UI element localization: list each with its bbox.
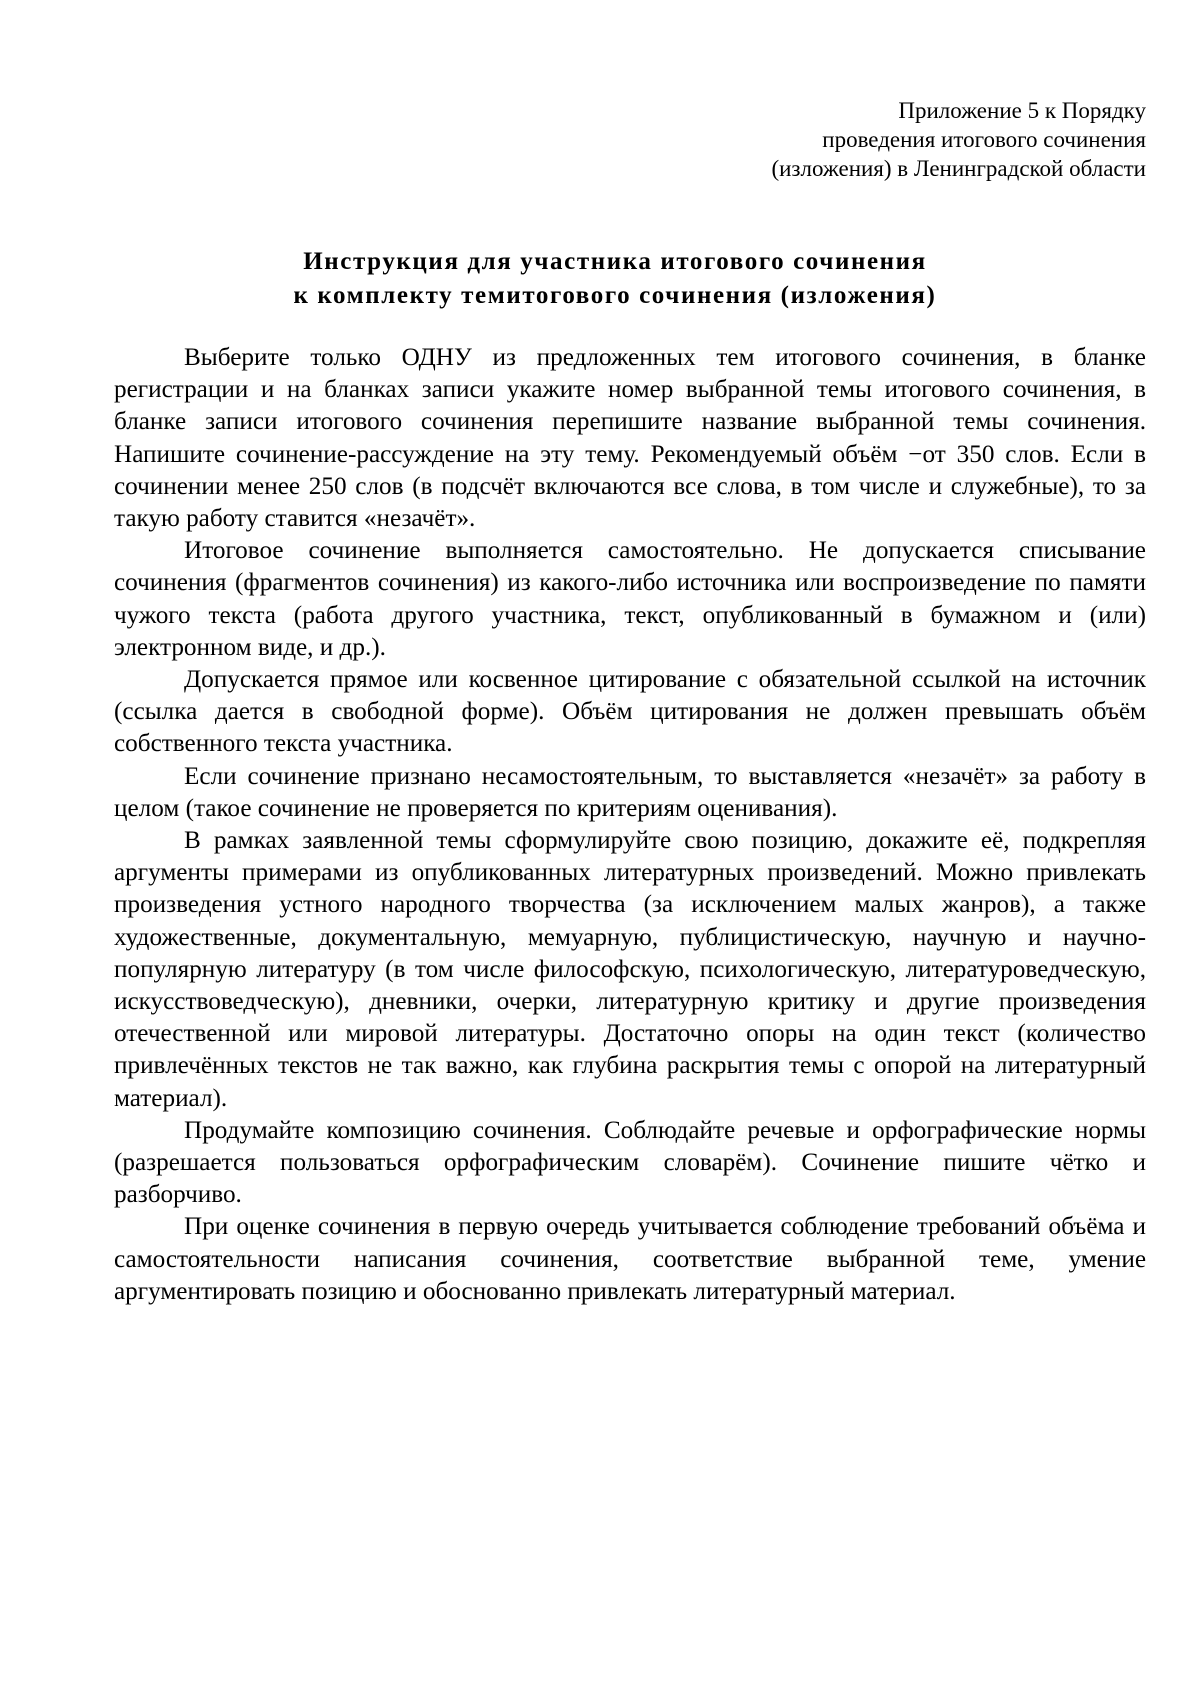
paragraph-independence: Итоговое сочинение выполняется самостоятельно. Не допускается списывание сочинения (фрагментов сочинения) из какого-либо источника или воспроизведение по памяти чужого текста (работа другого участника, текст, опубликованный в бумажном и (или) электронном виде, и др.). xyxy=(114,537,1146,661)
paragraph-word-count: Выберите только ОДНУ из предложенных тем итогового сочинения, в бланке регистрации и на бланках записи укажите номер выбранной темы итогового сочинения, в бланке записи итогового сочинения перепишите название выбранной темы сочинения. Напишите сочинение-рассуждение на эту тему. Рекомендуемый объём −от 350 слов. Если в сочинении менее 250 слов (в подсчёт включаются все слова, в том числе и служебные), то за такую работу ставится «незачёт». xyxy=(114,344,1146,533)
document-title xyxy=(140,245,1090,313)
title-line-2: к комплекту темитогового сочинения (изложения) xyxy=(293,282,937,309)
paragraph-assessment: При оценке сочинения в первую очередь учитывается соблюдение требований объёма и самостоятельности написания сочинения, соответствие выбранной теме, умение аргументировать позицию и обоснованно привлекать литературный материал. xyxy=(114,1213,1146,1305)
paragraph-non-independent: Если сочинение признано несамостоятельным, то выставляется «незачёт» за работу в целом (такое сочинение не проверяется по критериям оценивания). xyxy=(114,762,1146,822)
paragraph-citation: Допускается прямое или косвенное цитирование с обязательной ссылкой на источник (ссылка дается в свободной форме). Объём цитирования не должен превышать объём собственного текста участника. xyxy=(114,666,1146,758)
paragraph-composition: Продумайте композицию сочинения. Соблюдайте речевые и орфографические нормы (разрешается пользоваться орфографическим словарём). Сочинение пишите чётко и разборчиво. xyxy=(114,1116,1146,1209)
title-line-1: Инструкция для участника итогового сочинения xyxy=(303,248,927,275)
annex-line-3: (изложения) в Ленинградской области xyxy=(771,156,1146,181)
annex-header xyxy=(771,96,1146,183)
instruction-body xyxy=(114,342,1146,1308)
annex-line-1: Приложение 5 к Порядку xyxy=(898,98,1146,123)
annex-line-2: проведения итогового сочинения xyxy=(822,127,1146,152)
paragraph-argumentation: В рамках заявленной темы сформулируйте свою позицию, докажите её, подкрепляя аргументы примерами из опубликованных литературных произведений. Можно привлекать произведения устного народного творчества (за исключением малых жанров), а также художественные, документальную, мемуарную, публицистическую, научную и научно-популярную литературу (в том числе философскую, психологическую, литературоведческую, искусствоведческую), дневники, очерки, литературную критику и другие произведения отечественной или мировой литературы. Достаточно опоры на один текст (количество привлечённых текстов не так важно, как глубина раскрытия темы с опорой на литературный материал). xyxy=(114,827,1146,1112)
